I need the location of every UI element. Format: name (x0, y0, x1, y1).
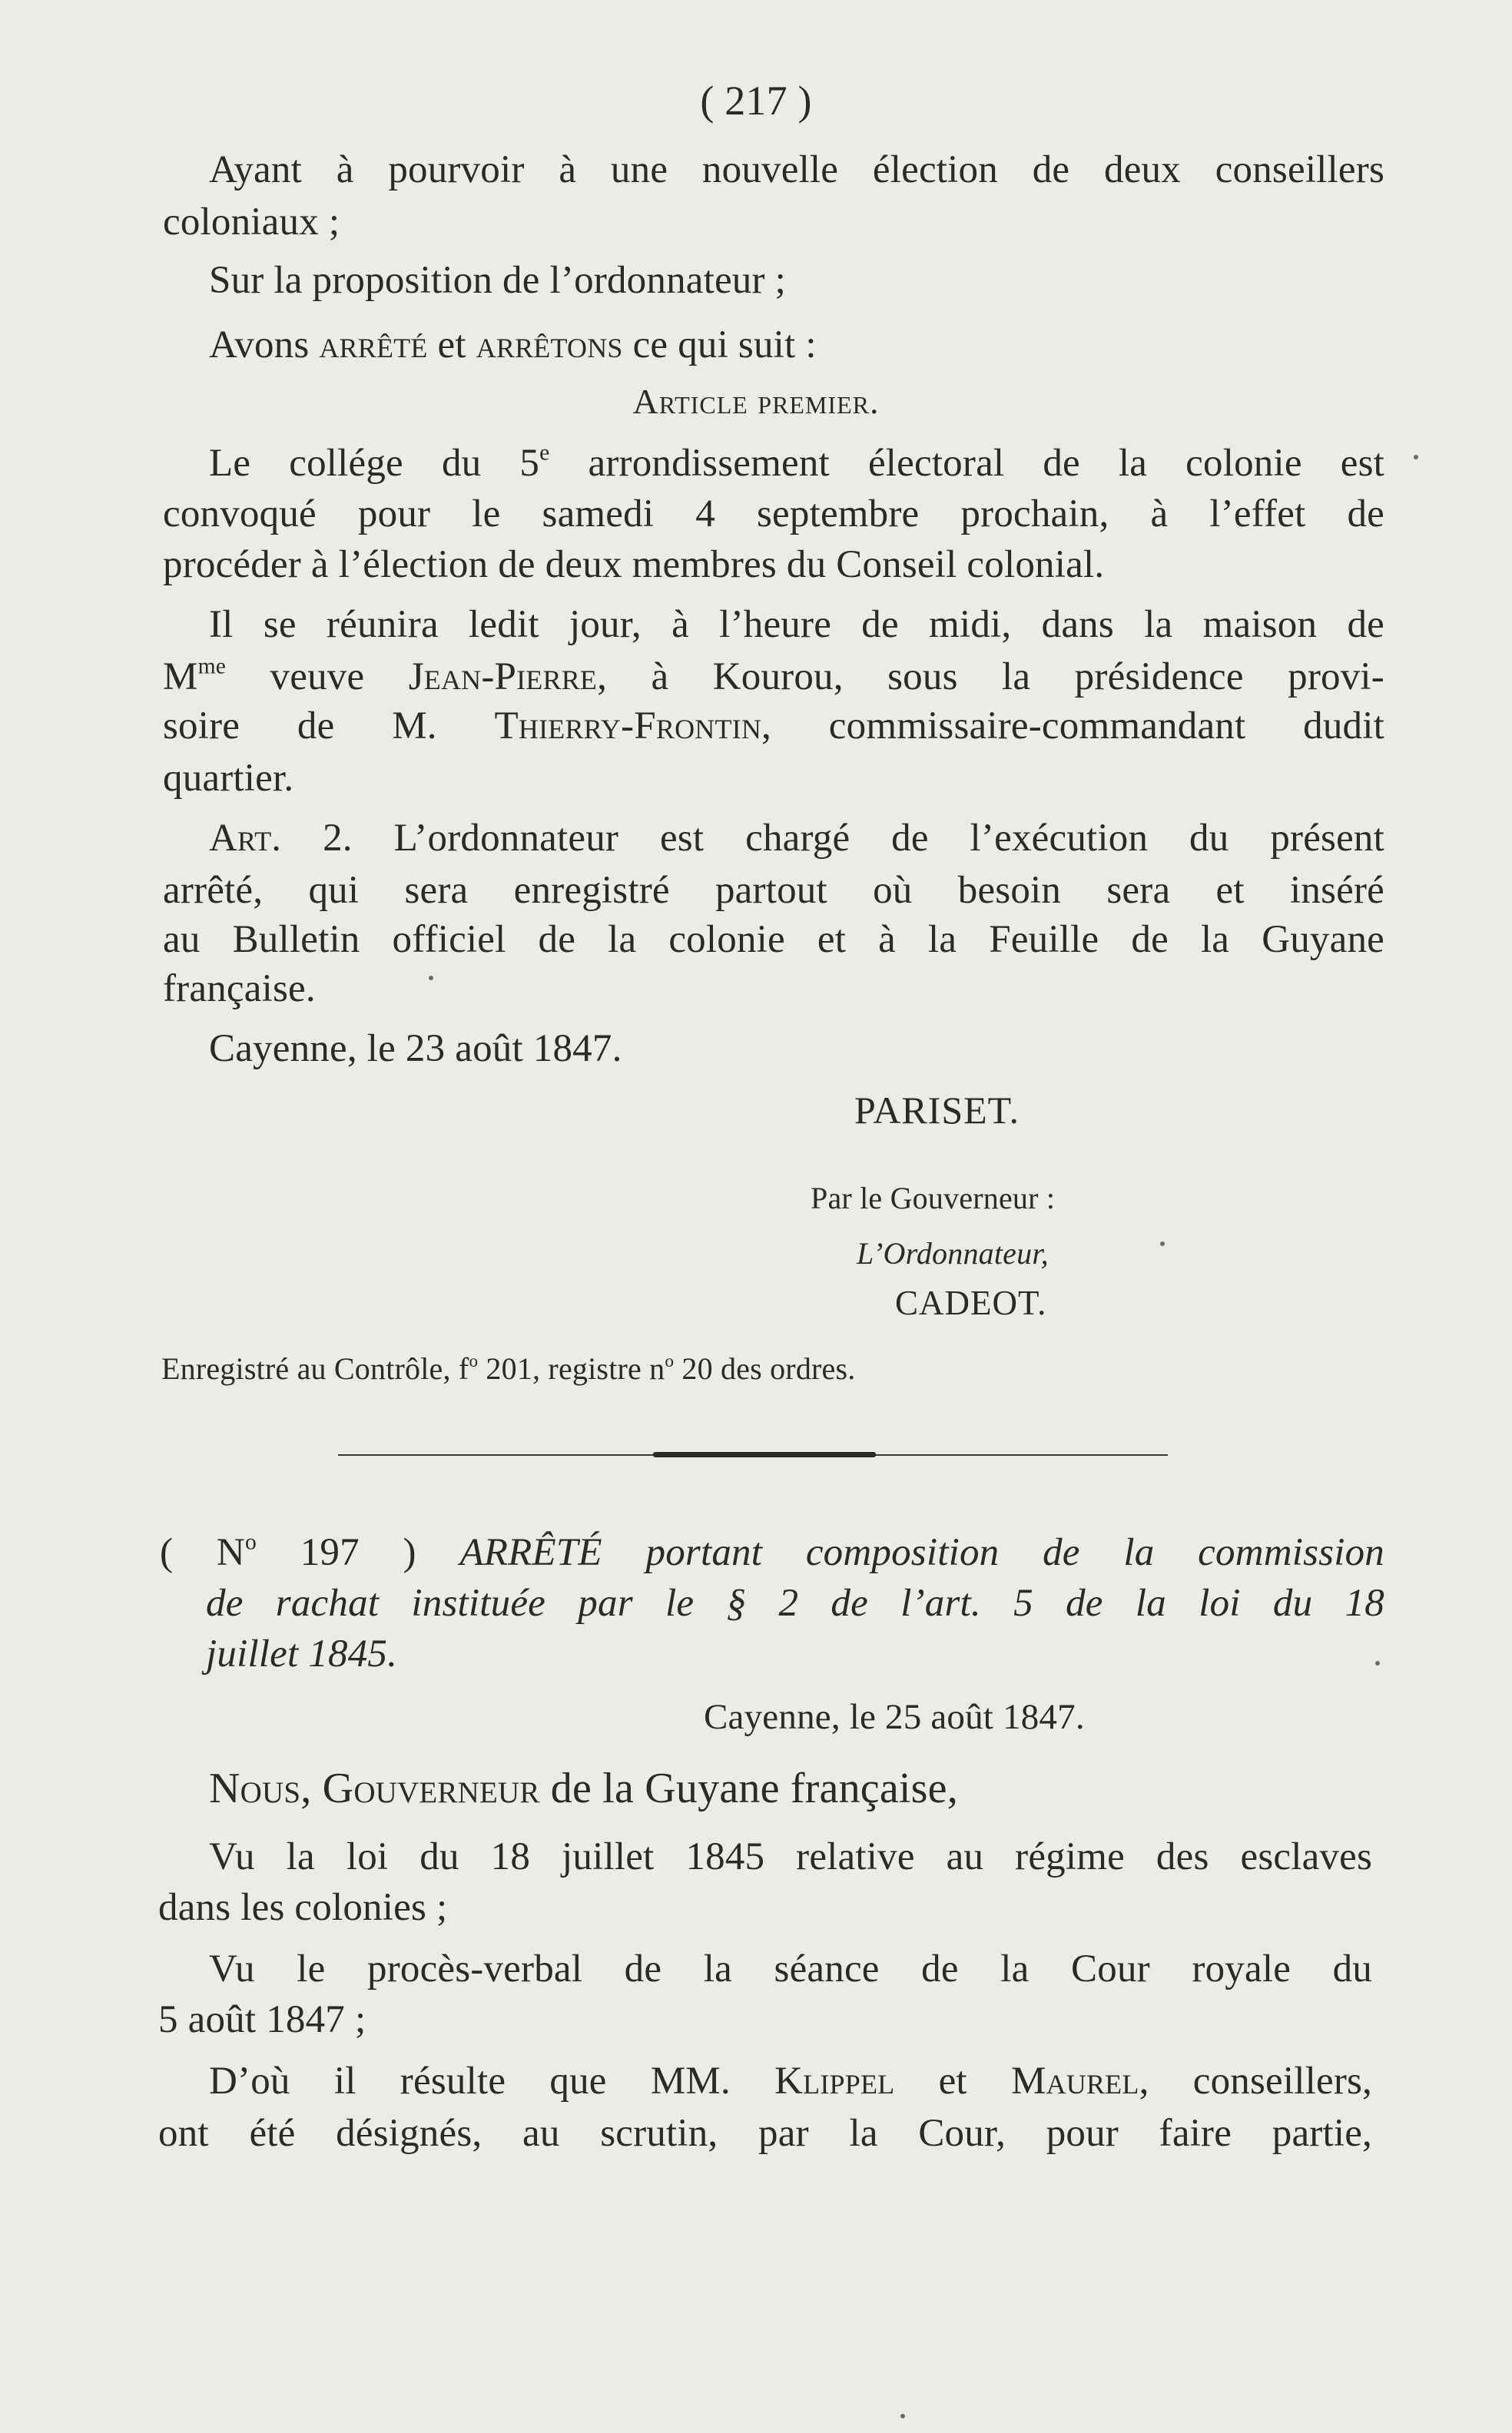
text: 2. L’ordonnateur est chargé de l’exécution du présent (281, 817, 1384, 860)
superscript: o (244, 1530, 257, 1555)
paper-speck (429, 976, 433, 980)
paragraph-line: Sur la proposition de l’ordonnateur ; (209, 259, 787, 302)
paragraph-line: procéder à l’élection de deux membres du Conseil colonial. (163, 543, 1105, 586)
paragraph-line: arrêté, qui sera enregistré partout où besoin sera et inséré (163, 869, 1384, 912)
text: 201, registre n (478, 1351, 665, 1386)
paragraph-line: française. (163, 967, 316, 1010)
decree-title-line (160, 1530, 1384, 1574)
superscript: o (469, 1351, 479, 1371)
text: ( N (160, 1531, 245, 1574)
text: Enregistré au Contrôle, f (161, 1351, 469, 1386)
preamble (209, 1767, 958, 1810)
paragraph-line: Vu la loi du 18 juillet 1845 relative au régime des esclaves (209, 1835, 1372, 1878)
person-name: Klippel (774, 2060, 895, 2103)
paragraph-line (163, 704, 1384, 747)
decree-title-line: juillet 1845. (206, 1632, 398, 1676)
article-label: Art. (209, 817, 282, 860)
paper-speck (1414, 455, 1418, 459)
paper-speck (1160, 1241, 1165, 1246)
paragraph-line: 5 août 1847 ; (158, 1998, 366, 2041)
registration-note (161, 1351, 856, 1386)
text: Le collége du 5 (209, 442, 540, 485)
paragraph-line: quartier. (163, 757, 294, 800)
decree-number (160, 1531, 459, 1574)
paragraph-line (209, 323, 817, 366)
decree-title: ARRÊTÉ portant composition de la commission (459, 1531, 1384, 1574)
text: et (894, 2060, 1012, 2103)
paragraph-line (209, 819, 1384, 858)
person-name: Maurel (1011, 2060, 1139, 2103)
text: ce qui suit : (622, 323, 817, 366)
text: et (427, 323, 476, 366)
person-name: Thierry-Frontin (494, 704, 762, 747)
text: D’où il résulte que MM. (209, 2060, 775, 2103)
separator-rule-thick (653, 1452, 876, 1457)
text: , (300, 1765, 323, 1812)
text: 20 des ordres. (674, 1351, 856, 1386)
text: veuve (226, 655, 409, 698)
paragraph-line (209, 440, 1384, 485)
page-number: ( 217 ) (700, 78, 812, 124)
decree-title-line: de rachat instituée par le § 2 de l’art. 5 de la loi du 18 (206, 1582, 1384, 1625)
paragraph-line: Vu le procès-verbal de la séance de la Cour royale du (209, 1947, 1372, 1990)
text-gouverneur: Gouverneur (322, 1765, 540, 1812)
text: , conseillers, (1139, 2060, 1373, 2103)
superscript: me (197, 654, 227, 679)
text: Avons (209, 323, 320, 366)
text: , commissaire-commandant dudit (761, 704, 1384, 747)
paragraph-line: ont été désignés, au scrutin, par la Cour, pour faire partie, (158, 2112, 1372, 2155)
text: arrondissement électoral de la colonie est (549, 442, 1384, 485)
text: soire de M. (163, 704, 495, 747)
text-arretons: arrêtons (476, 323, 623, 366)
text-arrete: arrêté (319, 323, 428, 366)
article-heading: Article premier. (632, 382, 880, 421)
text-nous: Nous (209, 1765, 301, 1812)
signature-caption: Par le Gouverneur : (811, 1181, 1056, 1215)
paragraph-line: coloniaux ; (163, 201, 340, 244)
text: 197 ) (256, 1531, 460, 1574)
signature: PARISET. (854, 1089, 1020, 1132)
paragraph-line: convoqué pour le samedi 4 septembre prochain, à l’effet de (163, 492, 1384, 535)
paragraph-line: dans les colonies ; (158, 1886, 448, 1929)
text: de la Guyane française, (539, 1765, 958, 1812)
paper-speck (900, 2414, 905, 2418)
decree-date: Cayenne, le 23 août 1847. (209, 1027, 622, 1070)
place-date: Cayenne, le 25 août 1847. (704, 1697, 1085, 1737)
paragraph-line (209, 2062, 1372, 2101)
text: , à Kourou, sous la présidence provi- (597, 655, 1384, 698)
paragraph-line: Ayant à pourvoir à une nouvelle élection de deux conseillers (209, 148, 1384, 191)
signature-caption: L’Ordonnateur, (857, 1236, 1049, 1271)
person-name: Jean-Pierre (408, 655, 598, 698)
text: M (163, 655, 198, 698)
paragraph-line (163, 654, 1384, 698)
signature: CADEOT. (895, 1284, 1047, 1322)
paragraph-line: au Bulletin officiel de la colonie et à la Feuille de la Guyane (163, 918, 1384, 961)
paper-speck (1375, 1661, 1380, 1666)
paragraph-line: Il se réunira ledit jour, à l’heure de midi, dans la maison de (209, 603, 1384, 646)
superscript: e (539, 440, 550, 466)
superscript: o (665, 1351, 675, 1371)
